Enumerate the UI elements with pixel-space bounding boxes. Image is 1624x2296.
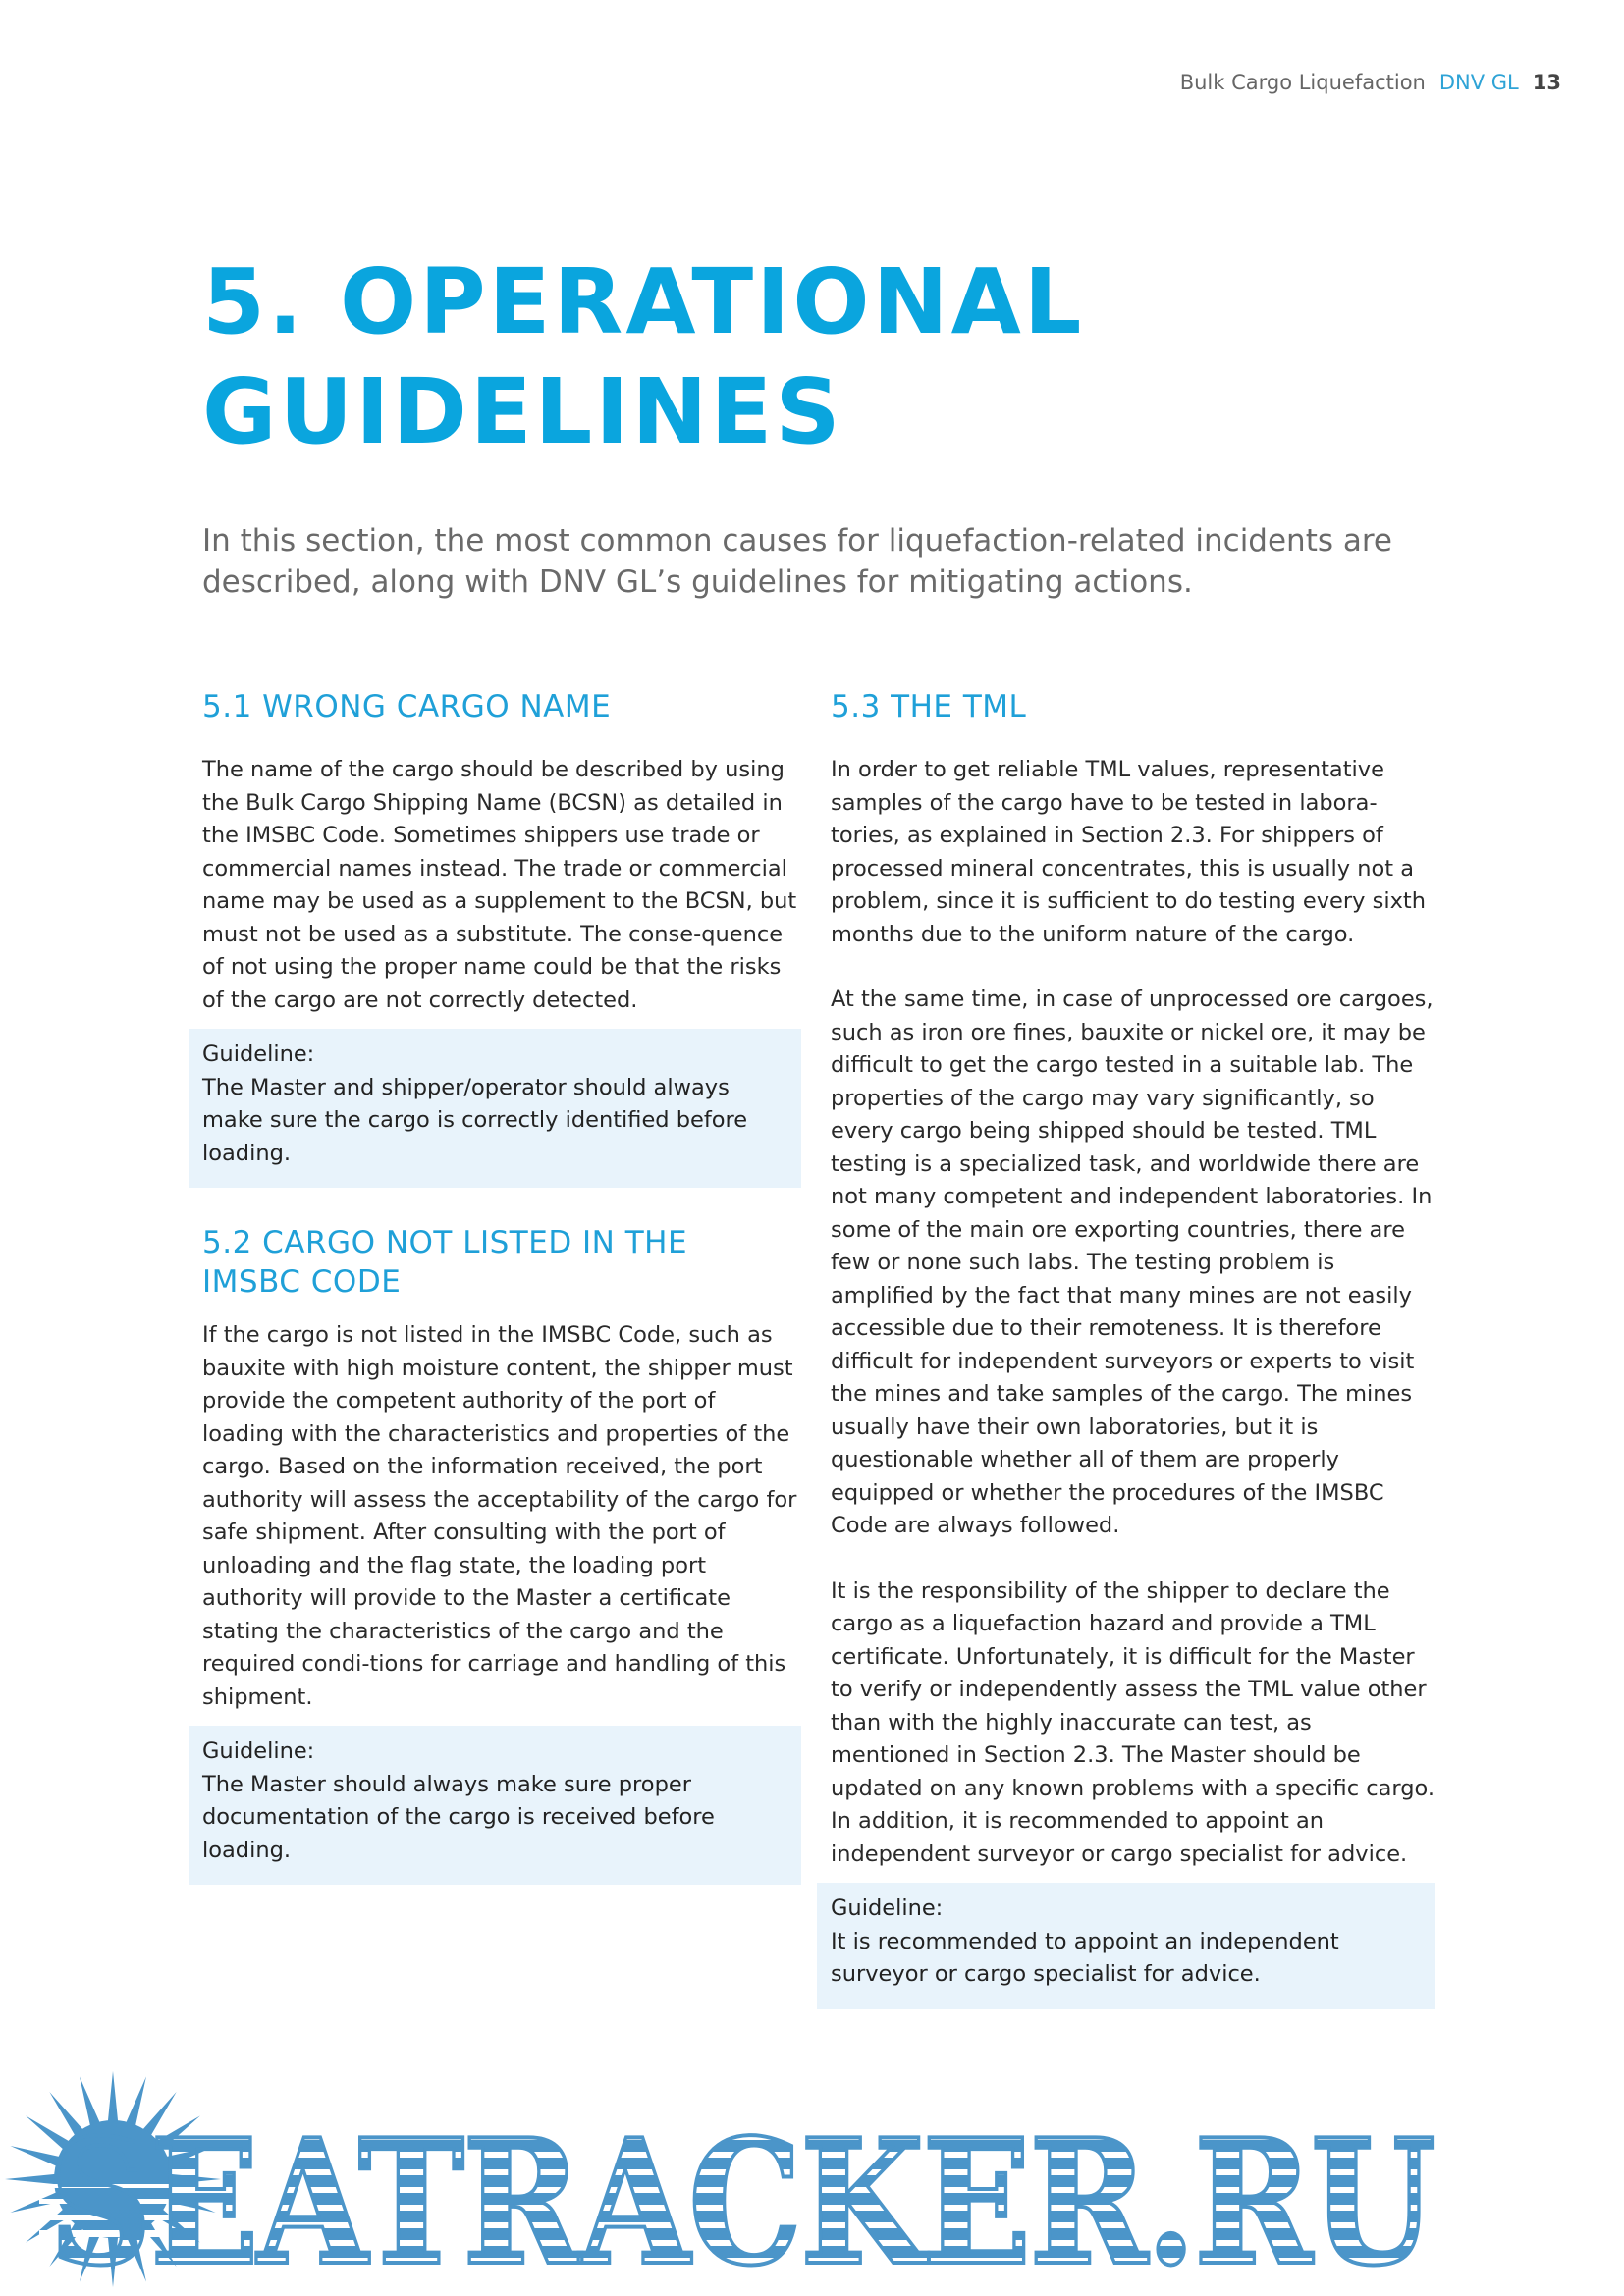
guideline-text: The Master and shipper/operator should always make sure the cargo is correctly identified before loading. <box>202 1074 748 1166</box>
guideline-box-5-2 <box>189 1726 801 1885</box>
header-brand: DNV GL <box>1438 71 1519 94</box>
section-5-1-heading: 5.1 WRONG CARGO NAME <box>202 689 612 724</box>
section-5-3-para3: It is the responsibility of the shipper to declare the cargo as a liquefaction hazard and provide a TML certificate. Unfortunately, it is difficult for the Master to verify or independently assess the TML value other than with the highly inaccurate can test, as mentioned in Section 2.3. The Master should be updated on any known problems with a specific cargo. In addition, it is recommended to appoint an independent surveyor or cargo specialist for advice. <box>831 1577 1435 1867</box>
chapter-title <box>202 247 1479 467</box>
guideline-text: The Master should always make sure proper documentation of the cargo is received before loading. <box>202 1771 715 1863</box>
guideline-text: It is recommended to appoint an independent surveyor or cargo specialist for advice. <box>831 1928 1339 1987</box>
header-doc-title: Bulk Cargo Liquefaction <box>1179 71 1426 94</box>
guideline-label: Guideline: <box>831 1896 944 1921</box>
guideline-label: Guideline: <box>202 1041 315 1067</box>
guideline-label: Guideline: <box>202 1738 315 1764</box>
intro-paragraph: In this section, the most common causes for liquefaction-related incidents are described, along with DNV GL’s guidelines for mitigating actions. <box>202 523 1392 600</box>
chapter-title-line2: GUIDELINES <box>202 359 843 464</box>
page-header <box>1180 71 1561 94</box>
section-5-2-heading <box>202 1223 801 1302</box>
section-5-2-body: If the cargo is not listed in the IMSBC Code, such as bauxite with high moisture content, the shipper must provide the competent authority of the port of loading with the characteristics and properties of the cargo. Based on the information received, the port authority will assess the acceptability of the cargo for safe shipment. After consulting with the port of unloading and the flag state, the loading port authority will provide to the Master a certificate stating the characteristics of the cargo and the required condi-tions for carriage and handling of this shipment. <box>202 1322 797 1710</box>
left-column <box>202 687 801 1885</box>
section-5-3-para2: At the same time, in case of unprocessed ore cargoes, such as iron ore fines, bauxite or nickel ore, it may be difficult to get the cargo tested in a suitable lab. The properties of the cargo may vary significantly, so every cargo being shipped should be tested. TML testing is a specialized task, and worldwide there are not many competent and independent laboratories. In some of the main ore exporting countries, there are few or none such labs. The testing problem is amplified by the fact that many mines are not easily accessible due to their remoteness. It is therefore difficult for independent surveyors or experts to visit the mines and take samples of the cargo. The mines usually have their own laboratories, but it is questionable whether all of them are properly equipped or whether the procedures of the IMSBC Code are always followed. <box>831 987 1434 1538</box>
watermark-text: SEATRACKER.RU <box>49 2103 1434 2296</box>
guideline-box-5-1 <box>189 1029 801 1188</box>
section-5-2-heading-line1: 5.2 CARGO NOT LISTED IN THE <box>202 1225 688 1260</box>
section-5-2-heading-line2: IMSBC CODE <box>202 1264 402 1300</box>
right-column <box>831 687 1435 2009</box>
section-5-3-heading: 5.3 THE TML <box>831 689 1027 724</box>
section-5-3-para1: In order to get reliable TML values, representative samples of the cargo have to be tested in labora-tories, as explained in Section 2.3. For shippers of processed mineral concentrates, this is usually not a problem, since it is sufficient to do testing every sixth months due to the uniform nature of the cargo. <box>831 757 1426 947</box>
page-number: 13 <box>1532 71 1561 94</box>
watermark <box>0 2052 1624 2296</box>
chapter-title-line1: 5. OPERATIONAL <box>202 249 1085 354</box>
guideline-box-5-3 <box>817 1883 1435 2009</box>
section-5-1-body: The name of the cargo should be described by using the Bulk Cargo Shipping Name (BCSN) as detailed in the IMSBC Code. Sometimes shippers use trade or commercial names instead. The trade or commercial name may be used as a supplement to the BCSN, but must not be used as a substitute. The conse-quence of not using the proper name could be that the risks of the cargo are not correctly detected. <box>202 757 797 1013</box>
